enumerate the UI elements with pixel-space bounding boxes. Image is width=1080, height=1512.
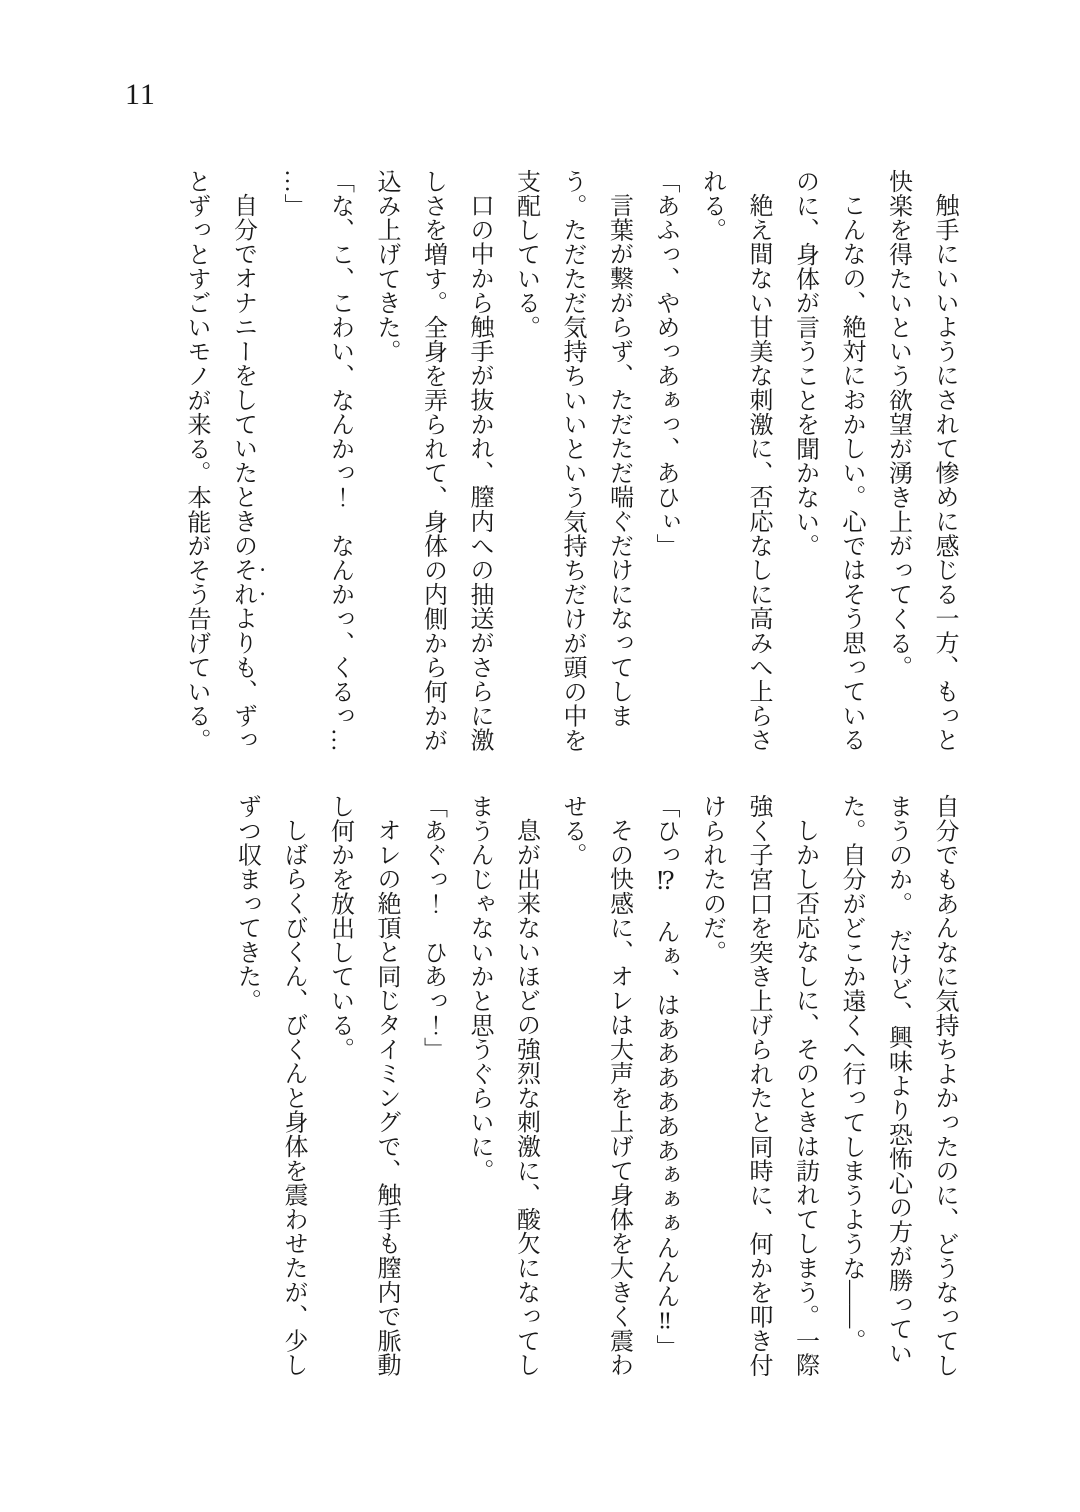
text-segment: 口の中から触手が抜かれ、膣内への抽送がさらに激しさを増す。全身を弄られて、身体の内側から何かが込み上げてきた。 [373, 169, 492, 753]
text-segment: 「あふっ、やめっあぁっ、あひぃ」 [652, 169, 678, 558]
paragraph [502, 169, 642, 754]
paragraph [549, 794, 642, 1379]
paragraph [688, 169, 781, 754]
text-segment: 「ひっ⁉ んぁ、はああああああぁぁぁんんん‼」 [652, 794, 678, 1359]
text-segment: しばらくびくん、びくんと身体を震わせたが、少しずつ収まってきた。 [233, 794, 306, 1377]
text-segment: 自分でもあんなに気持ちよかったのに、どうなってしまうのか。 だけど、興味より恐怖心の方が勝っていた。自分がどこか遠くへ行ってしまうような――。 [838, 794, 957, 1378]
text-segment: よりも、ずっとずっとすごいモノが来る。本能がそう告げている。 [183, 169, 256, 753]
paragraph [828, 794, 968, 1379]
emphasized-text: それ [229, 557, 256, 607]
text-segment: しかし否応なしに、そのときは訪れてしまう。一際強く子宮口を突き上げられたと同時に、何かを叩き付けられたのだ。 [698, 794, 818, 1378]
paragraph [642, 169, 689, 754]
text-segment: 「な、こ、こわい、なんかっ！ なんかっ、くるっ……」 [280, 169, 353, 753]
paragraph [223, 794, 316, 1379]
paragraph [363, 169, 503, 754]
text-segment: 言葉が繋がらず、ただただ喘ぐだけになってしまう。ただただ気持ちいいという気持ちだけが頭の中を支配している。 [512, 169, 632, 753]
paragraph [270, 169, 363, 754]
text-segment: 息が出来ないほどの強烈な刺激に、酸欠になってしまうんじゃないかと思うぐらいに。 [466, 794, 539, 1377]
paragraph [316, 794, 409, 1379]
paragraph [409, 794, 456, 1379]
text-segment: 触手にいいようにされて惨めに感じる一方、もっと快楽を得たいという欲望が湧き上がってくる。 [884, 169, 957, 752]
paragraph [456, 794, 549, 1379]
page-number: 11 [125, 78, 156, 111]
paragraph [688, 794, 828, 1379]
paragraph [874, 169, 967, 754]
paragraph [642, 794, 689, 1379]
paragraph [173, 169, 270, 754]
text-block-top [173, 169, 968, 754]
text-segment: 「あぐっ！ ひあっ！」 [419, 794, 446, 1062]
text-block-bottom [223, 794, 967, 1379]
paragraph [781, 169, 874, 754]
text-segment: オレの絶頂と同じタイミングで、触手も膣内で脈動し何かを放出している。 [326, 794, 399, 1377]
text-segment: こんなの、絶対におかしい。心ではそう思っているのに、身体が言うことを聞かない。 [791, 169, 864, 752]
text-segment: その快感に、オレは大声を上げて身体を大きく震わせる。 [559, 794, 632, 1377]
text-segment: 自分でオナニーをしていたときの [229, 193, 256, 558]
text-segment: 絶え間ない甘美な刺激に、否応なしに高みへ上らされる。 [698, 169, 771, 752]
